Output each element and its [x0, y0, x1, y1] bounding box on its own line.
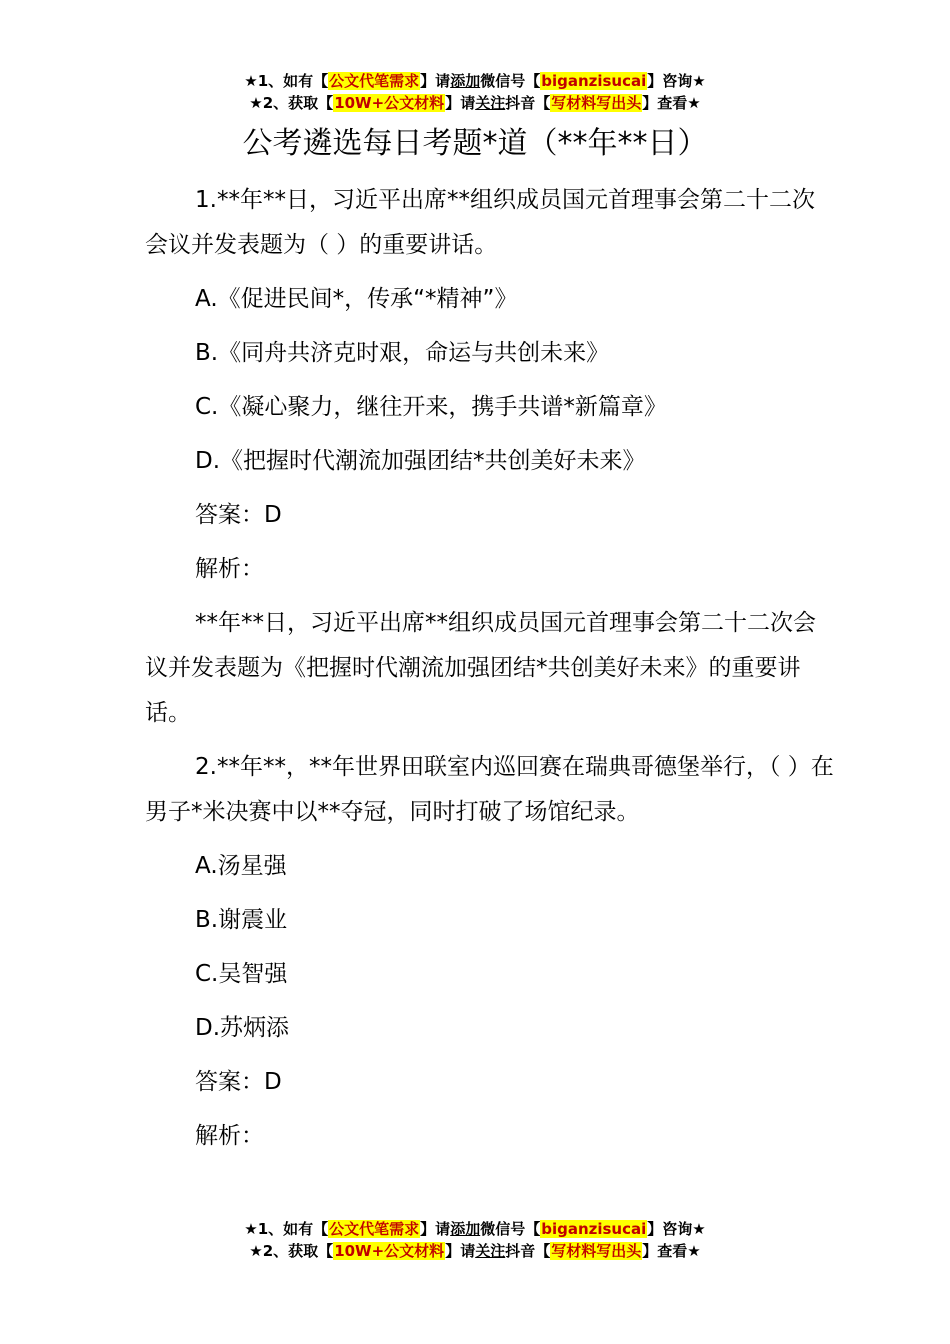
question-2-option-a: A.汤星强	[195, 853, 287, 879]
question-2-option-b: B.谢震业	[195, 907, 288, 933]
question-1-option-d: D.《把握时代潮流加强团结*共创美好未来》	[195, 448, 646, 474]
banner-highlight: 公文代笔需求	[329, 1220, 420, 1238]
banner-line-2: ★2、获取【10W+公文材料】请关注抖音【写材料写出头】查看★	[249, 94, 701, 112]
question-1-analysis: **年**日，习近平出席**组织成员国元首理事会第二十二次会议并发表题为《把握时代潮流加强团结*共创美好未来》的重要讲话。	[145, 610, 816, 726]
question-1-answer: 答案：D	[195, 502, 282, 528]
banner-highlight: 公文代笔需求	[329, 72, 420, 90]
banner-line-2: ★2、获取【10W+公文材料】请关注抖音【写材料写出头】查看★	[249, 1242, 701, 1260]
question-1-option-c: C.《凝心聚力，继往开来，携手共谱*新篇章》	[195, 394, 667, 420]
page-title: 公考遴选每日考题*道（**年**日）	[242, 126, 708, 161]
banner-wechat-id: biganzisucai	[541, 1220, 647, 1238]
banner-highlight: 10W+公文材料	[334, 94, 445, 112]
banner-wechat-id: biganzisucai	[541, 72, 647, 90]
question-1-option-a: A.《促进民间*，传承“*精神”》	[195, 286, 518, 312]
banner-line-1: ★1、如有【公文代笔需求】请添加微信号【biganzisucai】咨询★	[244, 1220, 706, 1238]
top-promo-banner	[0, 70, 950, 114]
question-1-analysis-label: 解析：	[195, 556, 264, 582]
question-2-analysis-label: 解析：	[195, 1123, 264, 1149]
question-1-option-b: B.《同舟共济克时艰，命运与共创未来》	[195, 340, 610, 366]
question-2-option-c: C.吴智强	[195, 961, 288, 987]
bottom-promo-banner	[0, 1218, 950, 1262]
banner-douyin-id: 写材料写出头	[551, 1242, 642, 1260]
document-body	[145, 178, 835, 1168]
banner-line-1: ★1、如有【公文代笔需求】请添加微信号【biganzisucai】咨询★	[244, 72, 706, 90]
banner-highlight: 10W+公文材料	[334, 1242, 445, 1260]
question-2-option-d: D.苏炳添	[195, 1015, 290, 1041]
question-2-answer: 答案：D	[195, 1069, 282, 1095]
banner-douyin-id: 写材料写出头	[551, 94, 642, 112]
question-1-stem: 1.**年**日，习近平出席**组织成员国元首理事会第二十二次会议并发表题为（ ）的重要讲话。	[145, 187, 815, 258]
question-2-stem: 2.**年**，**年世界田联室内巡回赛在瑞典哥德堡举行，（ ）在男子*米决赛中以**夺冠，同时打破了场馆纪录。	[145, 754, 834, 825]
